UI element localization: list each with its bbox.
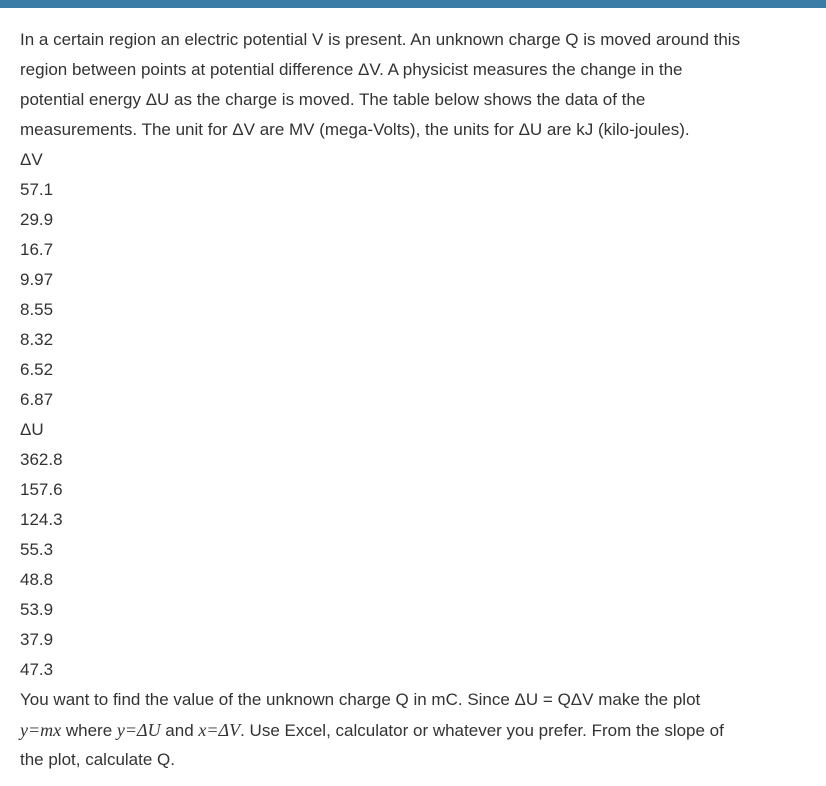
question-content — [20, 25, 820, 775]
dv-value: 9.97 — [20, 270, 54, 289]
intro-paragraph — [20, 25, 820, 145]
du-value: 47.3 — [20, 660, 54, 679]
intro-line: measurements. The unit for ΔV are MV (mega-Volts), the units for ΔU are kJ (kilo-joules). — [20, 120, 690, 139]
du-value: 48.8 — [20, 570, 54, 589]
instruction-text: . Use Excel, calculator or whatever you prefer. From the slope of — [240, 721, 724, 740]
top-accent-bar — [0, 0, 826, 8]
du-value: 53.9 — [20, 600, 54, 619]
instruction-text: and — [160, 721, 199, 740]
instruction-line: You want to find the value of the unknown charge Q in mC. Since ΔU = QΔV make the plot — [20, 690, 701, 709]
du-value: 37.9 — [20, 630, 54, 649]
instructions-paragraph — [20, 685, 820, 775]
du-data-list — [20, 415, 820, 685]
du-value: 124.3 — [20, 510, 63, 529]
du-value: 362.8 — [20, 450, 63, 469]
dv-value: 6.52 — [20, 360, 54, 379]
dv-value: 8.32 — [20, 330, 54, 349]
instruction-line-with-math — [20, 715, 820, 745]
instruction-text: where — [61, 721, 117, 740]
intro-line: region between points at potential difference ΔV. A physicist measures the change in the — [20, 60, 683, 79]
dv-value: 6.87 — [20, 390, 54, 409]
dv-value: 8.55 — [20, 300, 54, 319]
dv-data-list — [20, 145, 820, 415]
dv-value: 29.9 — [20, 210, 54, 229]
intro-line: potential energy ΔU as the charge is moved. The table below shows the data of the — [20, 90, 646, 109]
du-value: 55.3 — [20, 540, 54, 559]
math-expression: y=mx — [20, 720, 62, 740]
math-expression: y=ΔU — [116, 720, 161, 740]
dv-value: 16.7 — [20, 240, 54, 259]
instruction-line: the plot, calculate Q. — [20, 750, 175, 769]
du-header: ΔU — [20, 420, 44, 439]
math-expression: x=ΔV — [198, 720, 241, 740]
dv-header: ΔV — [20, 150, 43, 169]
dv-value: 57.1 — [20, 180, 54, 199]
du-value: 157.6 — [20, 480, 63, 499]
intro-line: In a certain region an electric potential V is present. An unknown charge Q is moved around this — [20, 30, 741, 49]
